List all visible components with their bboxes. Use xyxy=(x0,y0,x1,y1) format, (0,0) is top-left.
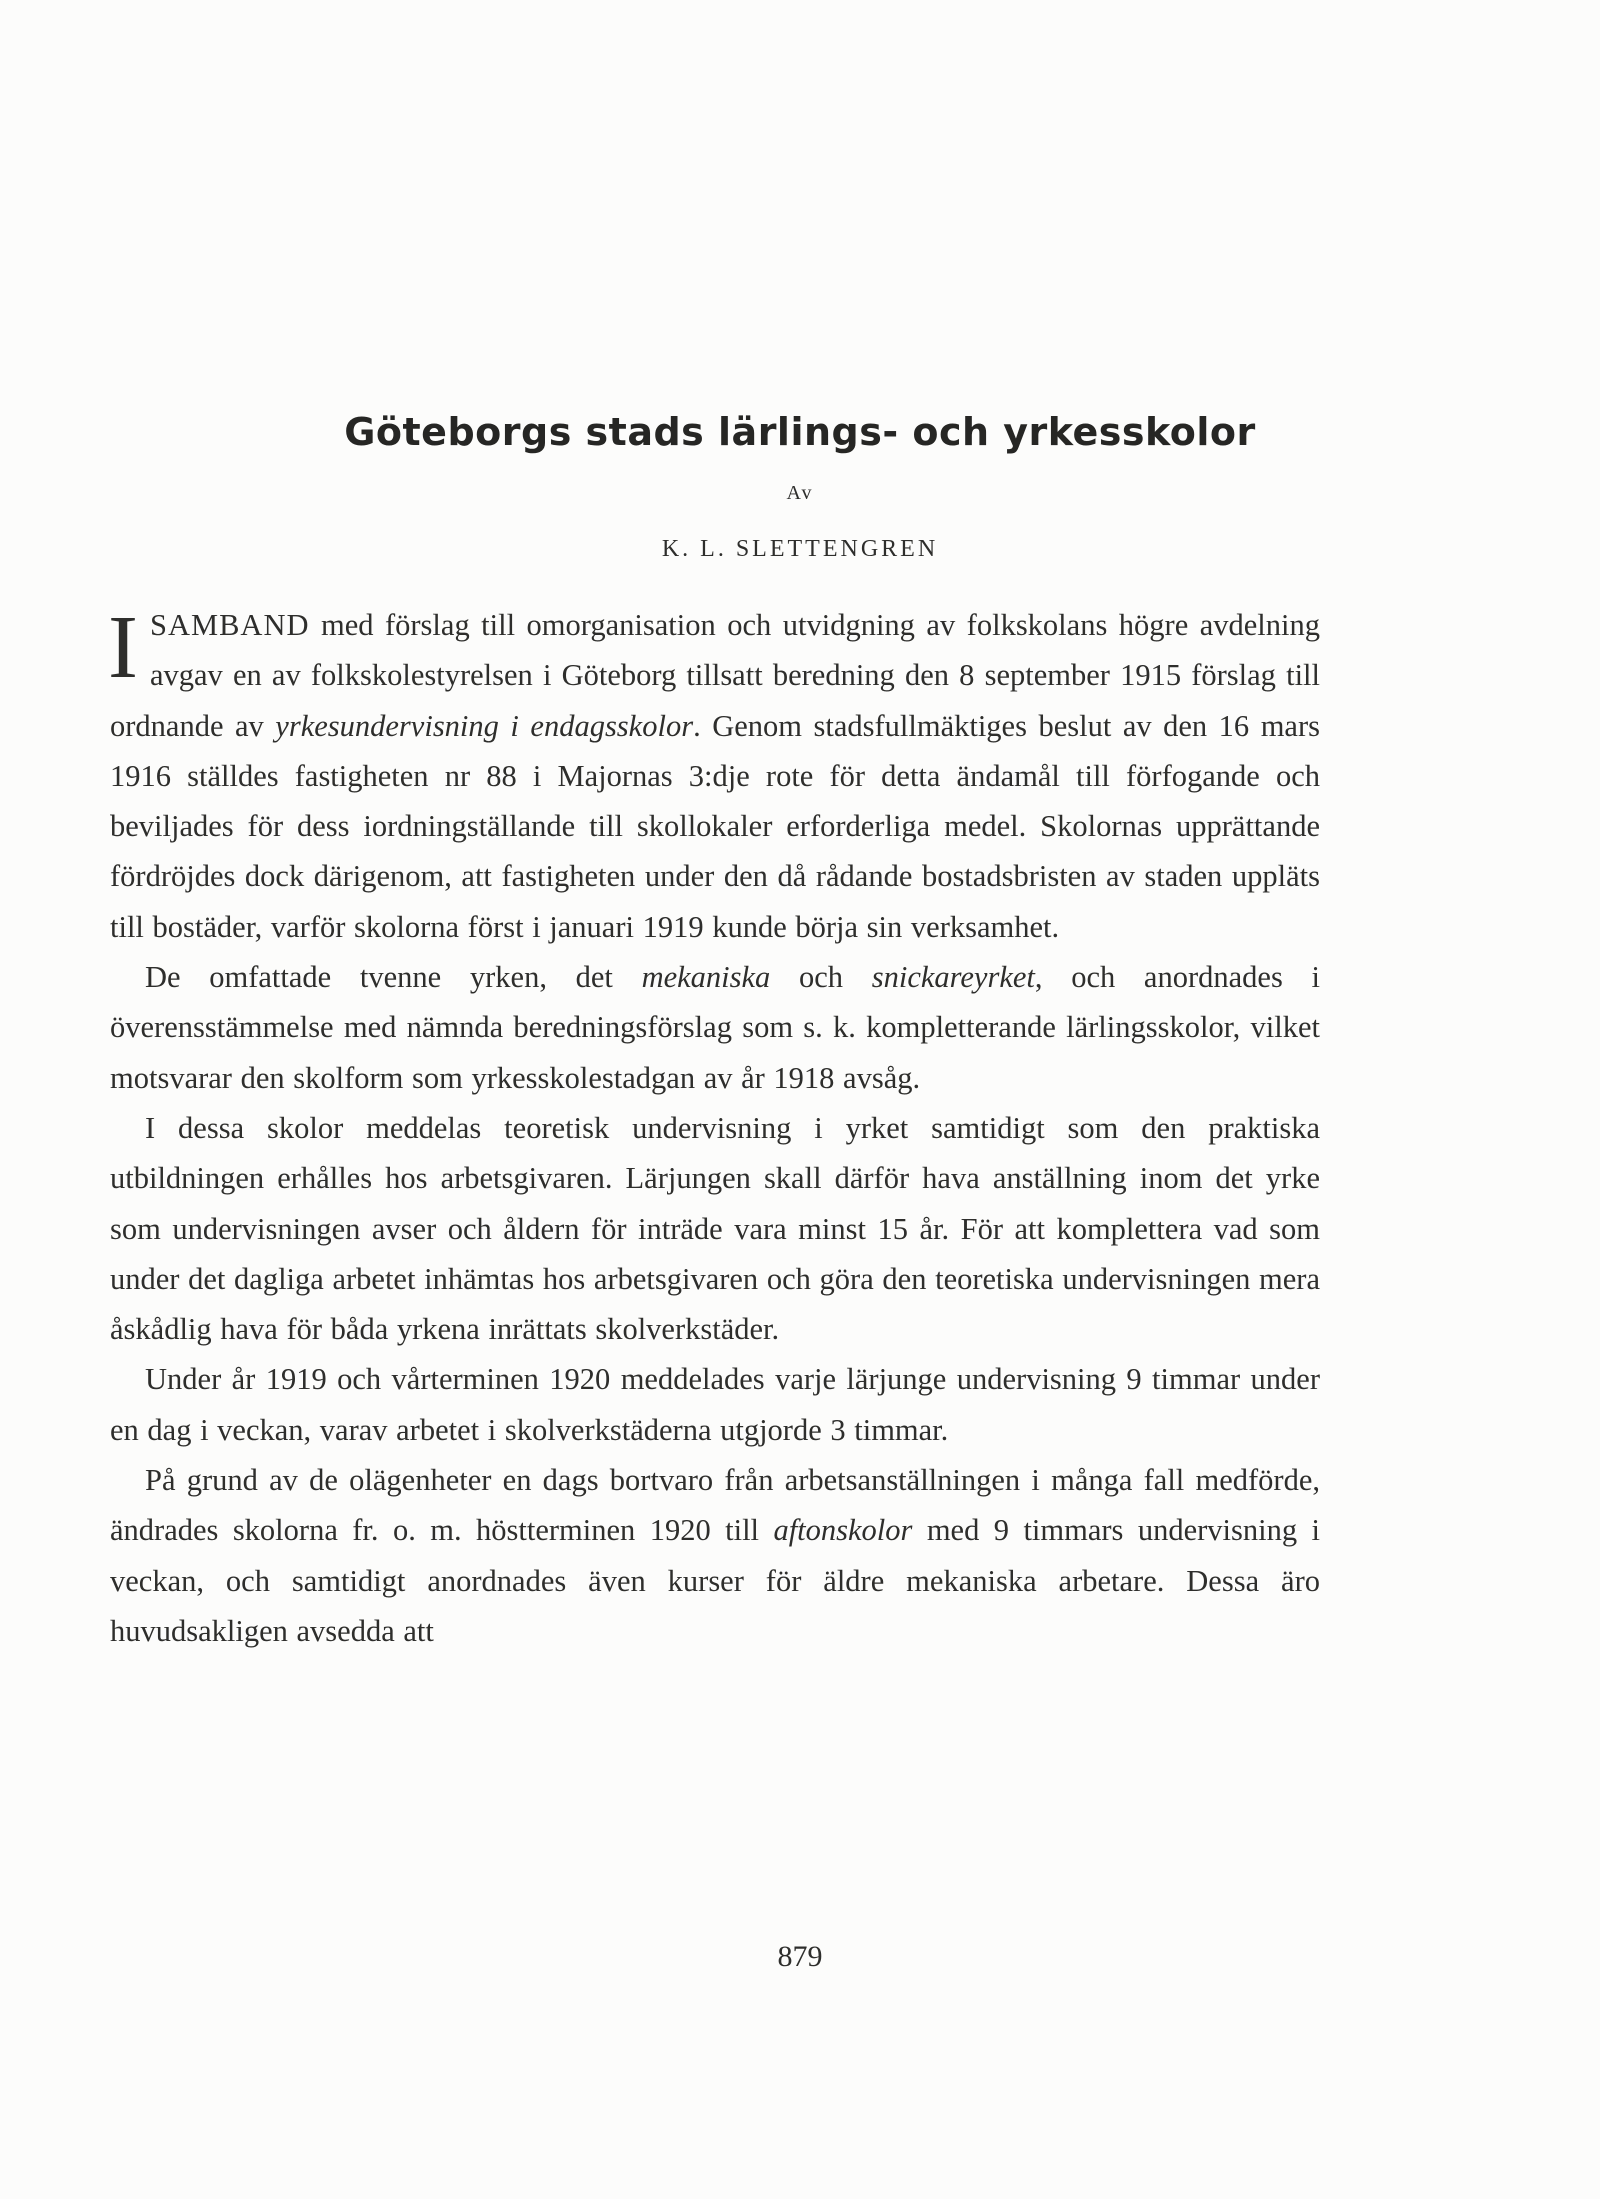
emphasis-text: mekaniska xyxy=(641,960,771,995)
paragraph-3: I dessa skolor meddelas teoretisk undervisning i yrket samtidigt som den praktiska utbildningen erhålles hos arbetsgivaren. Lärjungen skall därför hava anställning inom det yrke som undervisningen avser och åldern för inträde vara minst 15 år. För att komplettera vad som under det dagliga arbetet inhämtas hos arbetsgivaren och göra den teoretiska undervisningen mera åskådlig hava för båda yrkena inrättats skolverkstäder. xyxy=(110,1110,1320,1347)
paragraph-5 xyxy=(110,1455,1320,1656)
paragraph-text: med förslag till omorganisation och utvidgning av folkskolans högre avdelning avgav en av folkskolestyrelsen i Göteborg tillsatt beredning den 8 september 1915 förslag till ordnande av xyxy=(110,608,1320,743)
paragraph-text: . Genom stadsfullmäktiges beslut av den 16 mars 1916 ställdes fastigheten nr 88 i Majornas 3:dje rote för detta ändamål till förfogande och beviljades för dess iordningställande till skollokaler erforderliga medel. Skolornas upprättande fördröjdes dock därigenom, att fastigheten under den då rådande bostadsbristen av staden uppläts till bostäder, varför skolorna först i januari 1919 kunde börja sin verksamhet. xyxy=(110,708,1320,944)
article-title: Göteborgs stads lärlings- och yrkesskolor xyxy=(344,410,1256,454)
drop-cap: I xyxy=(108,598,138,697)
lead-caps: SAMBAND xyxy=(149,608,310,642)
paragraph-1 xyxy=(110,600,1320,952)
paragraph-text: med 9 timmars undervisning i veckan, och samtidigt anordnades även kurser för äldre mekaniska arbetare. Dessa äro huvudsakligen avsedda att xyxy=(110,1513,1320,1648)
emphasis-text: aftonskolor xyxy=(773,1513,913,1548)
paragraph-4: Under år 1919 och vårterminen 1920 meddelades varje lärjunge undervisning 9 timmar under en dag i veckan, varav arbetet i skolverkstäderna utgjorde 3 timmar. xyxy=(110,1362,1320,1447)
article-body xyxy=(110,600,1320,1656)
emphasis-text: yrkesundervisning i endagsskolor xyxy=(275,708,694,743)
page-number: 879 xyxy=(777,1940,823,1973)
emphasis-text: snickareyrket xyxy=(871,960,1035,995)
paragraph-2 xyxy=(110,952,1320,1103)
paragraph-text: och xyxy=(770,960,872,995)
paragraph-text: På grund av de olägenheter en dags bortvaro från arbetsanställningen i många fall medförde, ändrades skolorna fr. o. m. höstterminen 1920 till xyxy=(110,1463,1320,1548)
paragraph-text: , och anordnades i överensstämmelse med nämnda beredningsförslag som s. k. kompletterande lärlingsskolor, vilket motsvarar den skolform som yrkesskolestadgan av år 1918 avsåg. xyxy=(110,960,1320,1095)
author-name: K. L. SLETTENGREN xyxy=(661,536,939,562)
byline: Av xyxy=(786,482,814,504)
paragraph-text: De omfattade tvenne yrken, det xyxy=(145,960,642,995)
